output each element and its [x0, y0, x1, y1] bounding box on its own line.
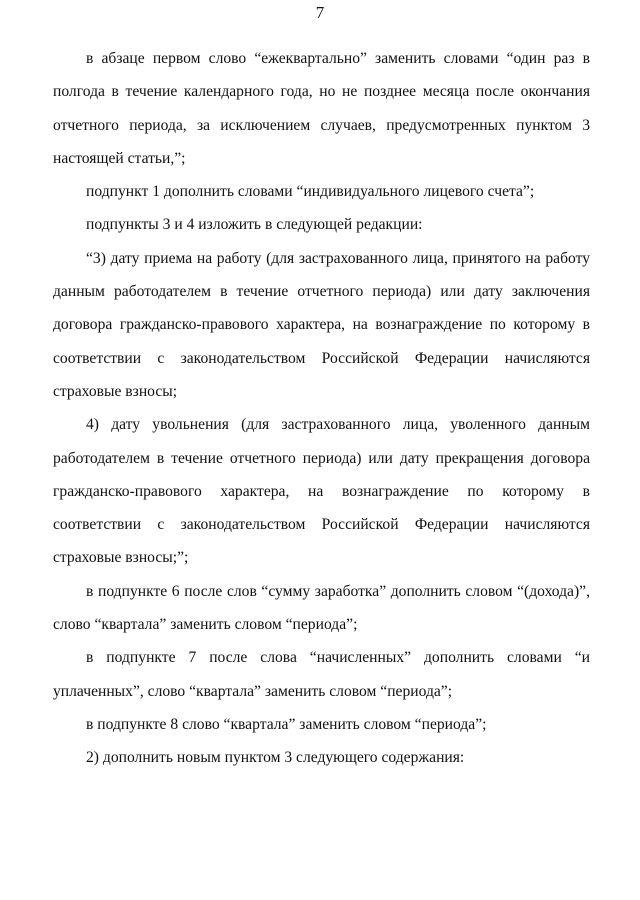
paragraph-subitems-3-4-intro: подпункты 3 и 4 изложить в следующей редакции:: [86, 216, 423, 234]
paragraph-item-2-new-point: 2) дополнить новым пунктом 3 следующего содержания:: [86, 749, 465, 767]
paragraph-subitem-8: в подпункте 8 слово “квартала” заменить словом “периода”;: [86, 715, 487, 733]
paragraph-subitem-4-text: 4) дату увольнения (для застрахованного лица, уволенного данным работодателем в течение отчетного периода) или дату прекращения договора гражданско-правового характера, на вознаграждение по которому в соответствии с законодательством Российской Федерации начисляются страховые взносы;”;: [53, 416, 590, 567]
document-body: [53, 42, 590, 775]
paragraph-subitem-6: в подпункте 6 после слов “сумму заработка” дополнить словом “(дохода)”, слово “квартала” заменить словом “периода”;: [53, 582, 590, 634]
paragraph-subitem-1: подпункт 1 дополнить словами “индивидуального лицевого счета”;: [86, 183, 535, 201]
paragraph-subitem-7: в подпункте 7 после слова “начисленных” дополнить словами “и уплаченных”, слово “квартала” заменить словом “периода”;: [53, 649, 590, 700]
paragraph-subitem-3-text: “3) дату приема на работу (для застрахованного лица, принятого на работу данным работодателем в течение отчетного периода) или дату заключения договора гражданско-правового характера, на вознаграждение по которому в соответствии с законодательством Российской Федерации начисляются страховые взносы;: [53, 249, 590, 400]
page-number: 7: [315, 3, 325, 22]
paragraph-quarterly-amendment: в абзаце первом слово “ежеквартально” заменить словами “один раз в полгода в течение календарного года, но не позднее месяца после окончания отчетного периода, за исключением случаев, предусмотренных пунктом 3 настоящей статьи,”;: [53, 50, 590, 167]
